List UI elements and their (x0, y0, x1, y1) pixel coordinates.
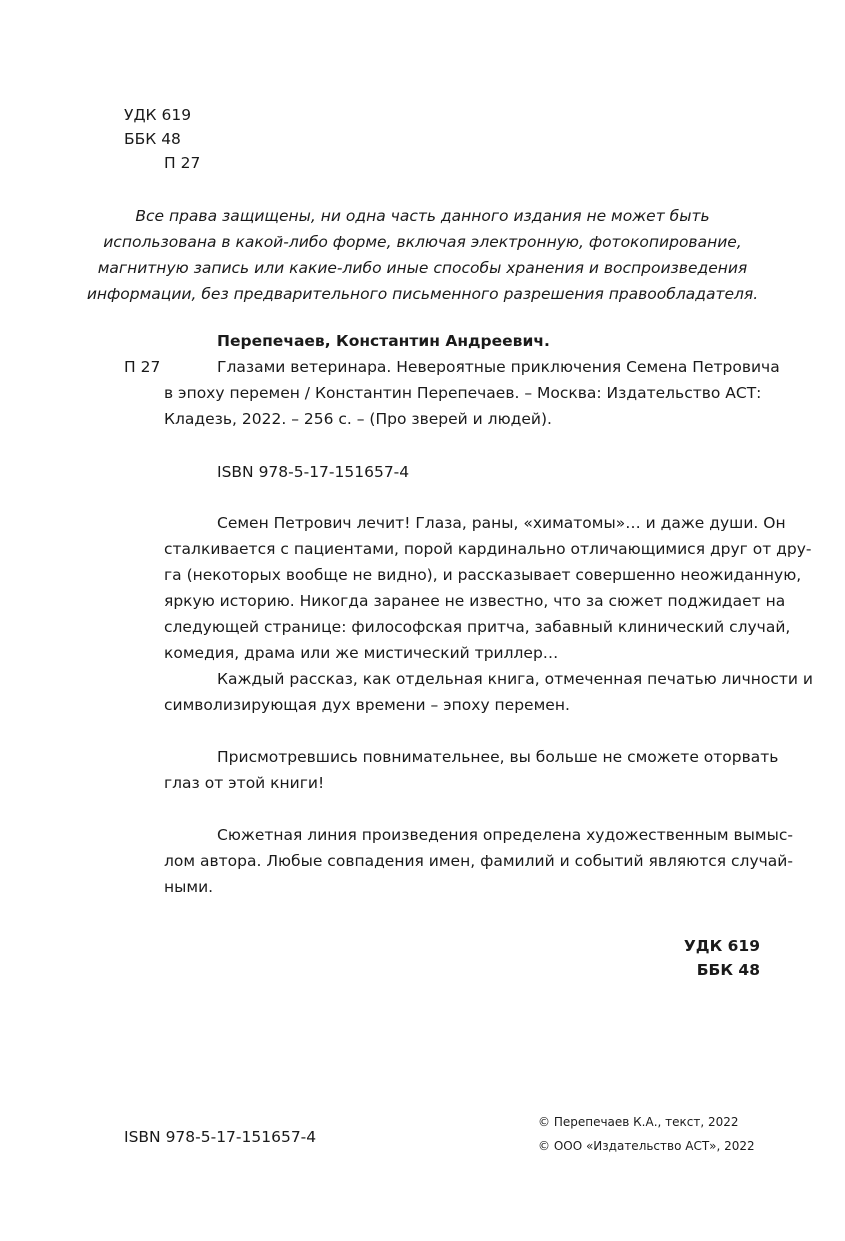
bbk-code: ББК 48 (124, 130, 181, 148)
annotation-line: глаз от этой книги! (164, 774, 325, 792)
catalog-description-line: Кладезь, 2022. – 256 с. – (Про зверей и людей). (164, 410, 552, 428)
author-mark: П 27 (164, 154, 201, 172)
rights-notice-line: информации, без предварительного письменного разрешения правообладателя. (86, 285, 759, 303)
annotation-line: следующей странице: философская притча, забавный клинический случай, (164, 618, 791, 636)
rights-notice-line: Все права защищены, ни одна часть данного издания не может быть (135, 207, 710, 225)
udk-code: УДК 619 (124, 106, 192, 124)
annotation-line: яркую историю. Никогда заранее не известно, что за сюжет поджидает на (164, 592, 786, 610)
index-udk: УДК 619 (683, 937, 760, 955)
annotation-line: га (некоторых вообще не видно), и рассказывает совершенно неожиданную, (164, 566, 802, 584)
copyright-publisher: © ООО «Издательство АСТ», 2022 (538, 1139, 755, 1153)
annotation-line: ными. (164, 878, 214, 896)
annotation-line: символизирующая дух времени – эпоху перемен. (164, 696, 570, 714)
copyright-author: © Перепечаев К.А., текст, 2022 (538, 1115, 739, 1129)
rights-notice-line: использована в какой-либо форме, включая электронную, фотокопирование, (103, 233, 742, 251)
annotation-line: комедия, драма или же мистический триллер… (164, 644, 559, 662)
catalog-isbn: ISBN 978-5-17-151657-4 (217, 463, 410, 481)
annotation-line: Сюжетная линия произведения определена художественным вымыс- (217, 826, 793, 844)
rights-notice-line: магнитную запись или какие-либо иные способы хранения и воспроизведения (97, 259, 748, 277)
annotation-line: Каждый рассказ, как отдельная книга, отмеченная печатью личности и (217, 670, 813, 688)
catalog-description-line: в эпоху перемен / Константин Перепечаев. – Москва: Издательство АСТ: (164, 384, 762, 402)
annotation-line: Присмотревшись повнимательнее, вы больше не сможете оторвать (217, 748, 779, 766)
catalog-description-line: Глазами ветеринара. Невероятные приключения Семена Петровича (217, 358, 780, 376)
footer-isbn: ISBN 978-5-17-151657-4 (124, 1128, 317, 1146)
annotation-line: сталкивается с пациентами, порой кардинально отличающимися друг от дру- (164, 540, 812, 558)
catalog-author: Перепечаев, Константин Андреевич. (217, 332, 550, 350)
index-bbk: ББК 48 (696, 961, 760, 979)
annotation-line: Семен Петрович лечит! Глаза, раны, «химатомы»… и даже души. Он (217, 514, 786, 532)
annotation-line: лом автора. Любые совпадения имен, фамилий и событий являются случай- (164, 852, 793, 870)
catalog-mark: П 27 (124, 358, 161, 376)
